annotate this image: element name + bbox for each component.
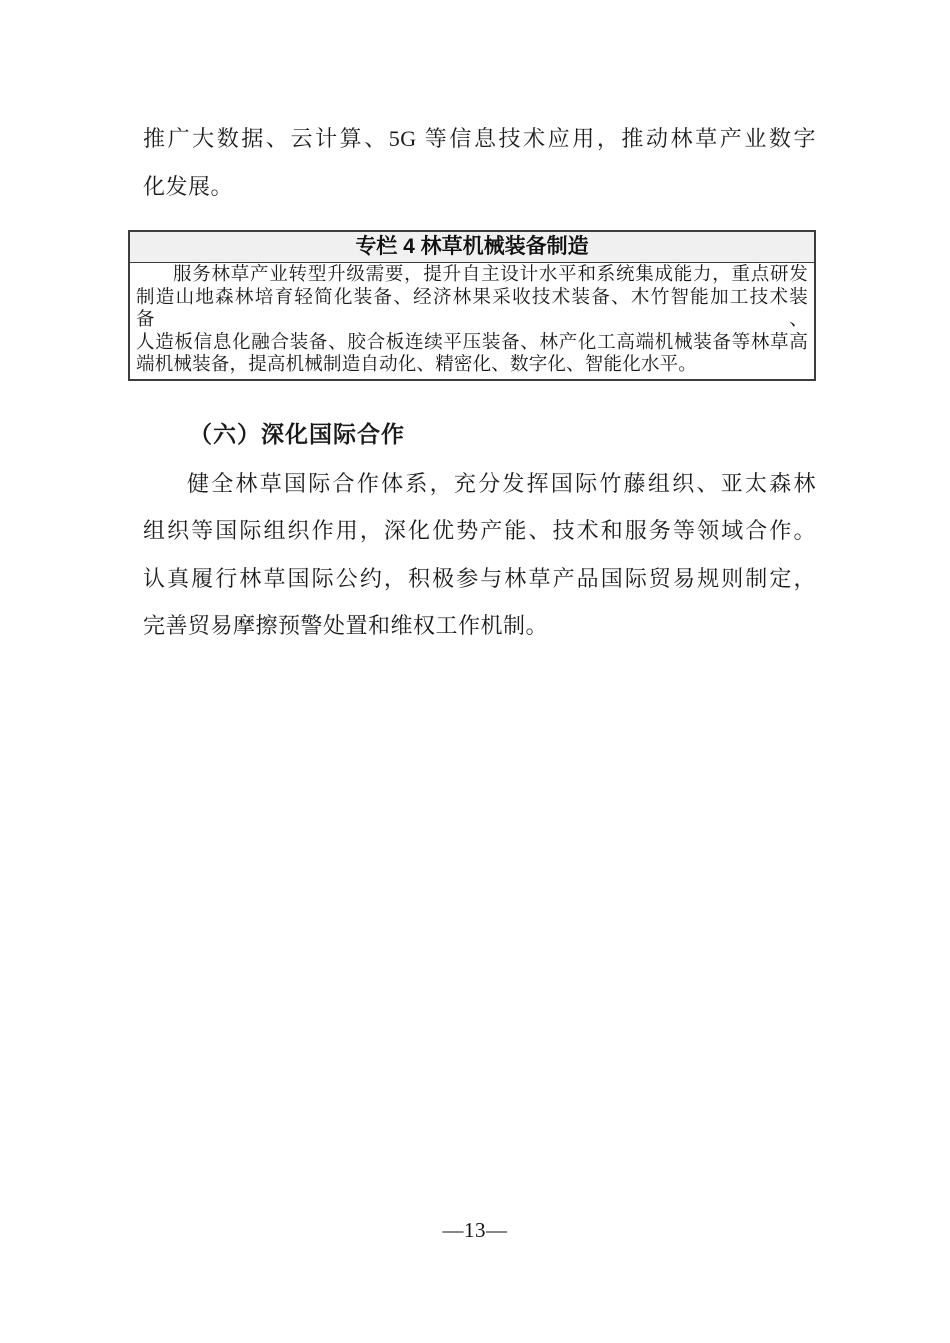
text-line: 服务林草产业转型升级需要，提升自主设计水平和系统集成能力，重点研发 [173, 265, 808, 285]
text-line: 化发展。 [143, 173, 234, 199]
paragraph-digital-development [143, 115, 816, 210]
text-line: 端机械装备，提高机械制造自动化、精密化、数字化、智能化水平。 [136, 355, 698, 375]
text-line: 人造板信息化融合装备、胶合板连续平压装备、林产化工高端机械装备等林草高 [136, 332, 808, 353]
text-line: 制造山地森林培育轻简化装备、经济林果采收技术装备、木竹智能加工技术装备、 [136, 287, 808, 330]
text-line: 组织等国际组织作用，深化优势产能、技术和服务等领域合作。 [143, 518, 816, 543]
text-line: 完善贸易摩擦预警处置和维权工作机制。 [143, 613, 549, 638]
section-heading-international-cooperation: （六）深化国际合作 [189, 421, 405, 447]
text-line: 推广大数据、云计算、5G 等信息技术应用，推动林草产业数字 [143, 126, 816, 151]
page-number: —13— [442, 1218, 508, 1242]
column-box-machinery [128, 230, 816, 381]
column-box-body [130, 263, 814, 379]
text-line: 认真履行林草国际公约，积极参与林草产品国际贸易规则制定， [143, 565, 816, 591]
column-box-title: 专栏 4 林草机械装备制造 [130, 232, 814, 263]
text-line: 健全林草国际合作体系，充分发挥国际竹藤组织、亚太森林 [187, 470, 816, 496]
paragraph-international-cooperation [143, 460, 816, 650]
document-content [136, 115, 816, 650]
